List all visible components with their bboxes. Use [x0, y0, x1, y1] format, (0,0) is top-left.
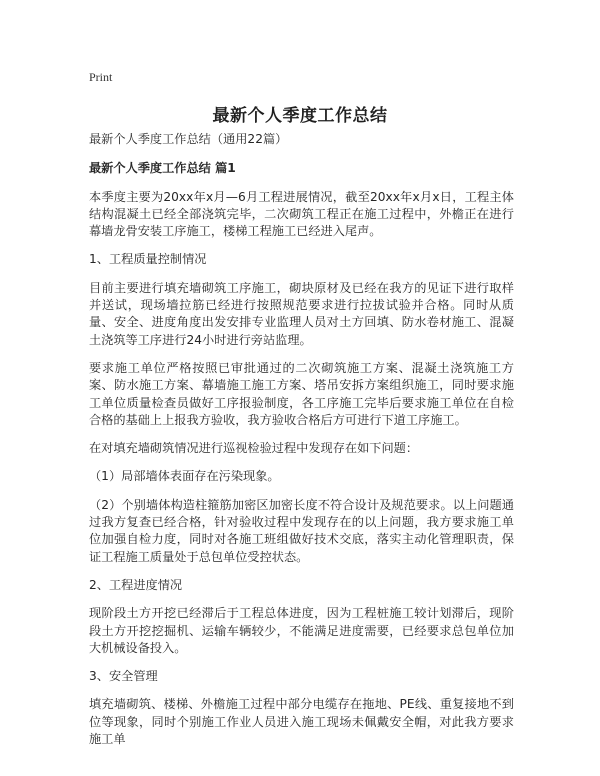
progress-paragraph: 现阶段土方开挖已经滞后于工程总体进度，因为工程桩施工较计划滞后，现阶段土方开挖挖掘机、运输车辆较少，不能满足进度需要，已经要求总包单位加大机械设备投入。 [89, 606, 514, 655]
issue-item-1: （1）局部墙体表面存在污染现象。 [89, 469, 280, 484]
safety-paragraph: 填充墙砌筑、楼梯、外檐施工过程中部分电缆存在拖地、PE线、重复接地不到位等现象，同时个别施工作业人员进入施工现场未佩戴安全帽，对此我方要求施工单 [89, 697, 514, 747]
quality-paragraph-1: 目前主要进行填充墙砌筑工序施工，砌块原材及已经在我方的见证下进行取样并送试，现场墙拉筋已经进行按照规范要求进行拉拔试验并合格。同时从质量、安全、进度角度出发安排专业监理人员对土方回填、防水卷材施工、混凝土浇筑等工序进行24小时进行旁站监理。 [89, 280, 514, 347]
issue-item-2: （2）个别墙体构造柱箍筋加密区加密长度不符合设计及规范要求。以上问题通过我方复查已经合格，针对验收过程中发现存在的以上问题，我方要求施工单位加强自检力度，同时对各施工班组做好技术交底，落实主动化管理职责，保证工程施工质量处于总包单位受控状态。 [89, 497, 514, 564]
safety-heading: 3、安全管理 [89, 669, 158, 684]
document-subtitle: 最新个人季度工作总结（通用22篇） [89, 132, 288, 146]
page-title: 最新个人季度工作总结 [212, 106, 388, 126]
section-heading: 最新个人季度工作总结 篇1 [89, 161, 236, 176]
intro-paragraph: 本季度主要为20xx年x月—6月工程进展情况，截至20xx年x月x日，工程主体结构混凝土已经全部浇筑完毕，二次砌筑工程正在施工过程中，外檐正在进行幕墙龙骨安装工序施工，楼梯工程施工已经进入尾声。 [89, 189, 514, 239]
progress-heading: 2、工程进度情况 [89, 577, 183, 592]
quality-control-heading: 1、工程质量控制情况 [89, 252, 207, 267]
quality-paragraph-2: 要求施工单位严格按照已审批通过的二次砌筑施工方案、混凝土浇筑施工方案、防水施工方案、幕墙施工施工方案、塔吊安拆方案组织施工，同时要求施工单位质量检查员做好工序报验制度，各工序施工完毕后要求施工单位在自检合格的基础上上报我方验收，我方验收合格后方可进行下道工序施工。 [89, 360, 514, 427]
document-body [89, 131, 514, 759]
print-link[interactable]: Print [89, 70, 113, 84]
quality-paragraph-3: 在对填充墙砌筑情况进行巡视检验过程中发现存在如下问题： [89, 441, 419, 456]
